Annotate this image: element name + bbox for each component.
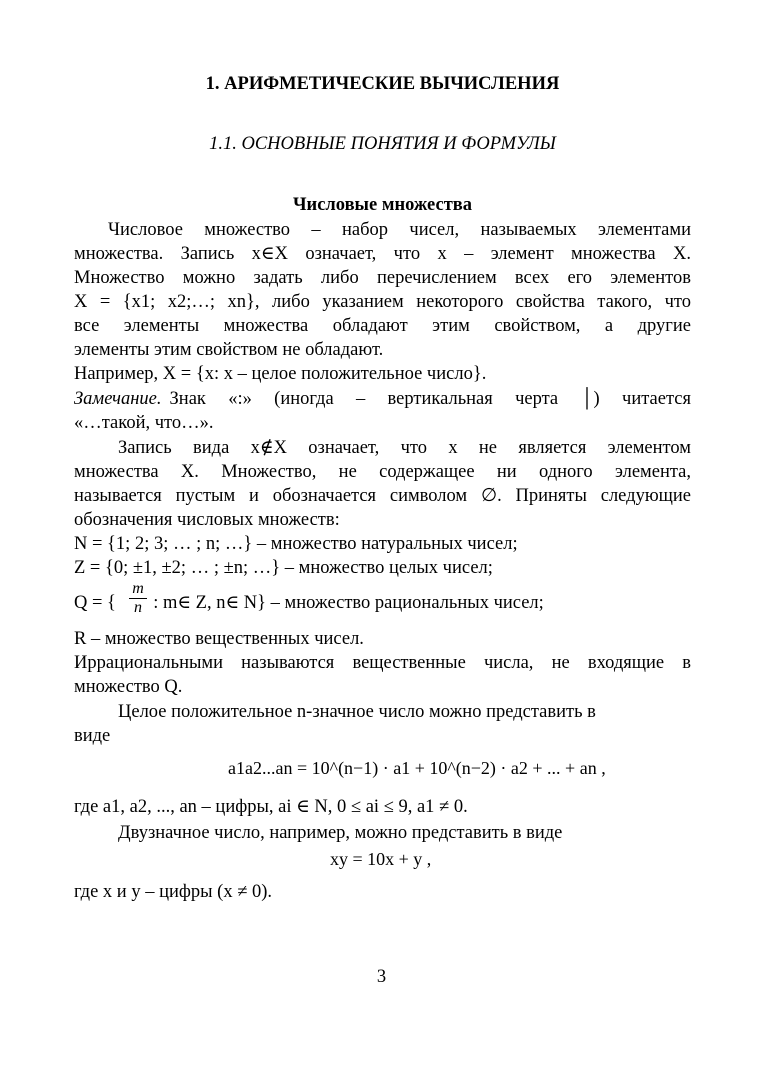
heading: 1. АРИФМЕТИЧЕСКИЕ ВЫЧИСЛЕНИЯ: [205, 74, 560, 94]
para2-line1: Запись вида x∉X означает, что x не является элементом: [118, 438, 691, 458]
subheading: 1.1. ОСНОВНЫЕ ПОНЯТИЯ И ФОРМУЛЫ: [209, 134, 556, 154]
set-rational-suffix: : m∈ Z, n∈ N} – множество рациональных чисел;: [153, 593, 544, 613]
remark-line1: [74, 387, 691, 411]
para3-line2: виде: [74, 726, 111, 746]
para2-line3: называется пустым и обозначается символом ∅. Приняты следующие: [74, 486, 691, 506]
set-real: R – множество вещественных чисел.: [74, 629, 364, 649]
fraction-numerator: m: [132, 580, 144, 597]
final-line: где x и y – цифры (x ≠ 0).: [74, 882, 273, 902]
set-natural: N = {1; 2; 3; … ; n; …} – множество натуральных чисел;: [74, 534, 518, 554]
irrational-line1: Иррациональными называются вещественные числа, не входящие в: [74, 653, 691, 673]
para4-line: Двузначное число, например, можно представить в виде: [118, 823, 563, 843]
fraction-m-over-n: [129, 580, 147, 617]
para1-line3: Множество можно задать либо перечислением всех его элементов: [74, 268, 691, 288]
page-number: 3: [376, 967, 387, 987]
formula-two-digit: xy = 10x + y ,: [330, 849, 432, 869]
para1-line2: множества. Запись x∈X означает, что x – элемент множества X.: [74, 244, 691, 264]
remark-text: Знак «:» (иногда – вертикальная черта │) читается: [169, 389, 691, 409]
para1-line1: Числовое множество – набор чисел, называемых элементами: [108, 220, 691, 240]
section-title: Числовые множества: [292, 195, 473, 215]
para1-line6: элементы этим свойством не обладают.: [74, 340, 384, 360]
para1-line5: все элементы множества обладают этим свойством, а другие: [74, 316, 691, 336]
para2-line2: множества X. Множество, не содержащее ни одного элемента,: [74, 462, 691, 482]
para3-line1: Целое положительное n-значное число можно представить в: [118, 702, 596, 722]
remark-line2: «…такой, что…».: [74, 413, 214, 433]
digits-condition-line: где a1, a2, ..., an – цифры, ai ∈ N, 0 ≤ ai ≤ 9, a1 ≠ 0.: [74, 797, 468, 817]
formula-digits-expansion: a1a2...an = 10^(n−1) · a1 + 10^(n−2) · a2 + ... + an ,: [228, 758, 606, 778]
para1-line4: X = {x1; x2;…; xn}, либо указанием некоторого свойства такого, что: [74, 292, 691, 312]
irrational-line2: множество Q.: [74, 677, 183, 697]
set-rational-prefix: Q = {: [74, 593, 116, 613]
fraction-denominator: n: [129, 598, 147, 617]
set-integer: Z = {0; ±1, ±2; … ; ±n; …} – множество целых чисел;: [74, 558, 493, 578]
remark-label: Замечание.: [74, 389, 162, 409]
set-rational: [74, 591, 691, 615]
example-line: Например, X = {x: x – целое положительное число}.: [74, 364, 487, 384]
para2-line4: обозначения числовых множеств:: [74, 510, 340, 530]
